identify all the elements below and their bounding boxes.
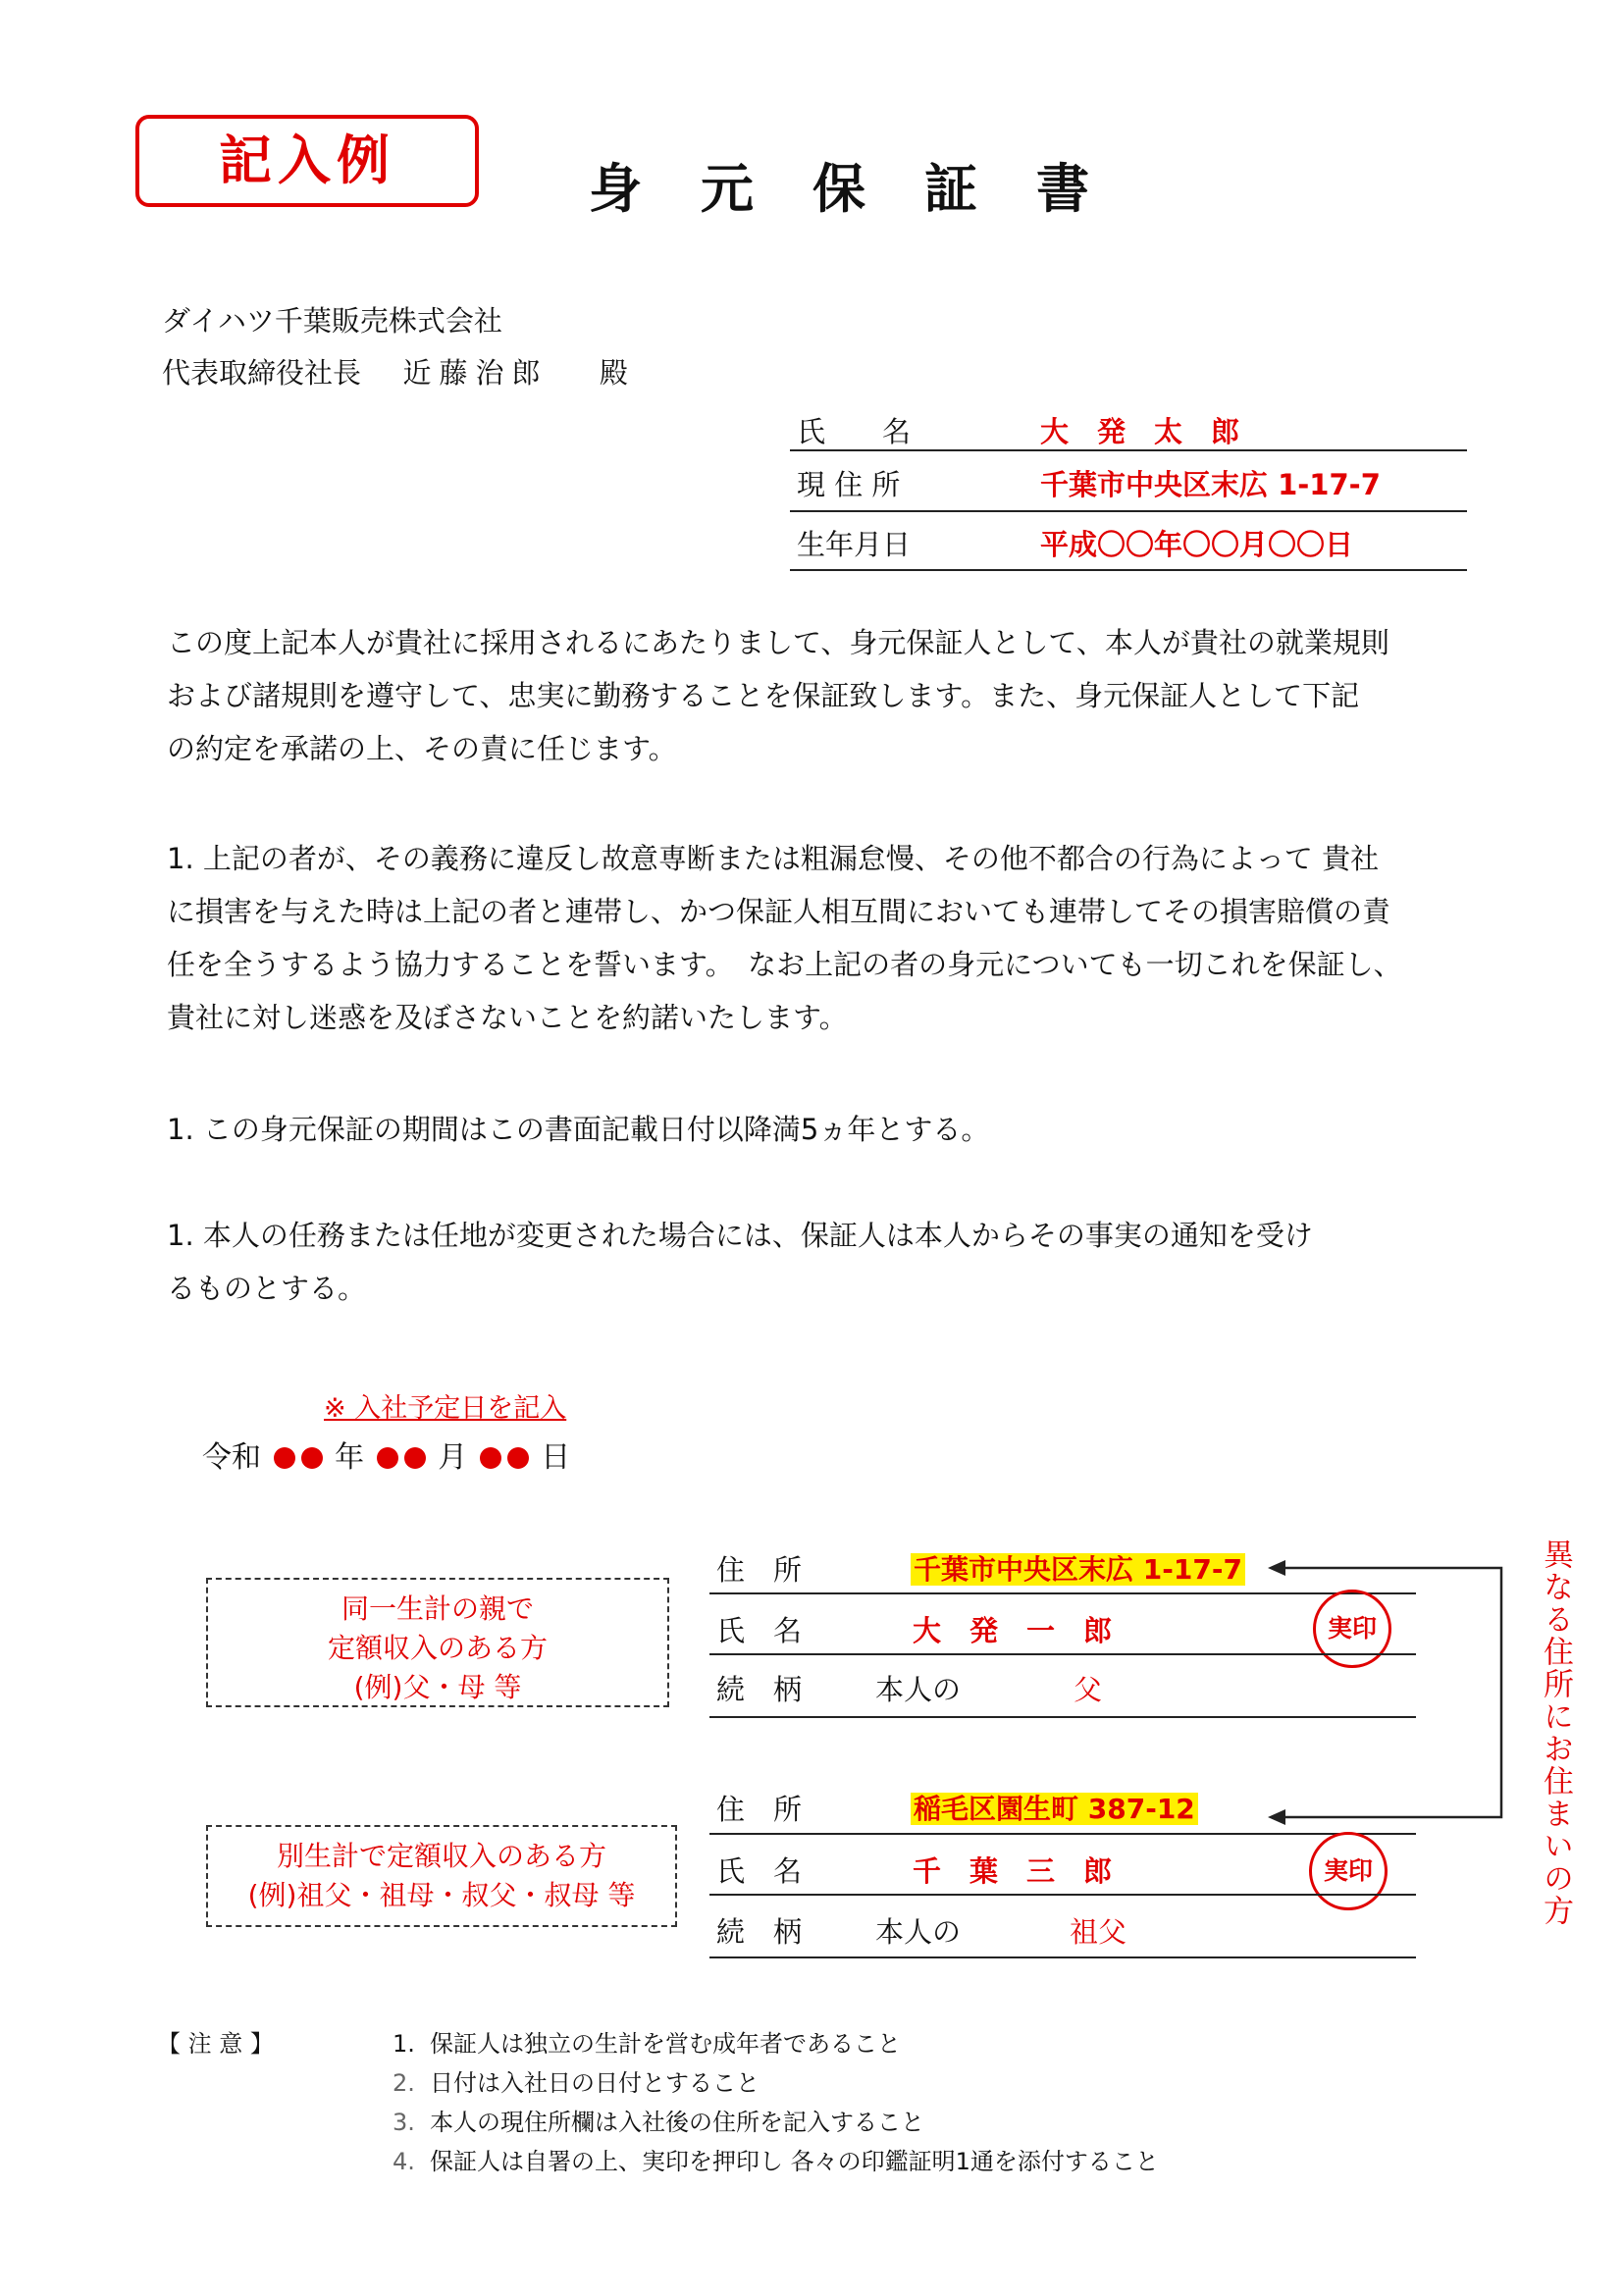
date-month: 月	[438, 1440, 468, 1475]
placeholder-dot	[377, 1447, 398, 1469]
guarantor-2-address-label: 住 所	[716, 1793, 803, 1826]
clause-liability	[167, 832, 1472, 1044]
guarantor-row-rule	[709, 1894, 1416, 1896]
guarantor-2-relation: 祖父	[1070, 1915, 1127, 1949]
placeholder-dot	[480, 1447, 501, 1469]
document-title: 身元保証書	[589, 158, 1148, 220]
clause-line: 1. 本人の任務または任地が変更された場合には、保証人は本人からその事実の通知を受け	[167, 1219, 1313, 1252]
clause-period	[167, 1103, 1472, 1156]
guarantor-2-category	[206, 1825, 677, 1927]
guarantor-row-rule	[709, 1956, 1416, 1958]
caution-text: 日付は入社日の日付とすること	[430, 2069, 760, 2097]
person-name-value: 大 発 太 郎	[1040, 415, 1240, 448]
guarantor-1-relation-prefix: 本人の	[875, 1673, 962, 1706]
intro-line: の約定を承諾の上、その責に任じます。	[167, 732, 677, 765]
person-row-rule	[790, 510, 1467, 512]
addressee-representative	[162, 351, 628, 391]
placeholder-dot	[301, 1447, 323, 1469]
different-address-note: 異なる住所にお住まいの方	[1538, 1539, 1573, 1927]
person-birth-value: 平成〇〇年〇〇月〇〇日	[1040, 528, 1354, 561]
clause-line: るものとする。	[167, 1272, 367, 1305]
caution-number: 3.	[393, 2109, 415, 2136]
clause-line: 貴社に対し迷惑を及ぼさないことを約諾いたします。	[167, 1001, 848, 1034]
clause-line: に損害を与えた時は上記の者と連帯し、かつ保証人相互間においても連帯してその損害賠償の責	[167, 895, 1391, 928]
caution-number: 2.	[393, 2069, 415, 2097]
placeholder-dot	[274, 1447, 295, 1469]
guarantor-1-seal: 実印	[1313, 1590, 1391, 1668]
caution-item	[393, 2063, 760, 2098]
date-era: 令和	[202, 1440, 261, 1475]
address-bracket-arrow	[1256, 1550, 1531, 1835]
guarantor-2-address: 稲毛区園生町 387-12	[911, 1793, 1198, 1825]
category-line: 同一生計の親で	[341, 1592, 534, 1625]
person-birth-label: 生年月日	[797, 528, 912, 561]
person-row-rule	[790, 569, 1467, 571]
intro-line: および諸規則を遵守して、忠実に勤務することを保証致します。また、身元保証人として下記	[167, 679, 1360, 712]
caution-number: 1.	[393, 2030, 415, 2058]
guarantor-1-address: 千葉市中央区末広 1-17-7	[911, 1553, 1245, 1586]
guarantor-2-relation-prefix: 本人の	[875, 1915, 962, 1949]
date-note: ※ 入社予定日を記入	[324, 1393, 567, 1424]
caution-text: 保証人は独立の生計を営む成年者であること	[430, 2030, 901, 2058]
caution-number: 4.	[393, 2148, 415, 2175]
addressee-company: ダイハツ千葉販売株式会社	[162, 304, 502, 338]
guarantor-2-name: 千 葉 三 郎	[913, 1854, 1113, 1888]
guarantor-1-name-label: 氏 名	[716, 1614, 803, 1647]
guarantor-2-relation-label: 続 柄	[716, 1915, 803, 1949]
person-address-label: 現 住 所	[797, 468, 901, 501]
rep-honorific: 殿	[599, 356, 628, 390]
rep-title: 代表取締役社長	[162, 356, 362, 390]
category-line: (例)父・母 等	[353, 1671, 522, 1703]
placeholder-dot	[507, 1447, 529, 1469]
person-address-value: 千葉市中央区末広 1-17-7	[1040, 468, 1381, 501]
caution-item	[393, 2103, 924, 2137]
category-line: (例)祖父・祖母・叔父・叔母 等	[247, 1879, 636, 1911]
caution-text: 本人の現住所欄は入社後の住所を記入すること	[430, 2109, 924, 2136]
clause-line: 1. この身元保証の期間はこの書面記載日付以降満5ヵ年とする。	[167, 1113, 990, 1146]
clause-transfer	[167, 1209, 1472, 1315]
person-name-label: 氏 名	[797, 415, 912, 448]
intro-line: この度上記本人が貴社に採用されるにあたりまして、身元保証人として、本人が貴社の就業規則	[167, 626, 1389, 659]
guarantor-1-category	[206, 1578, 669, 1707]
date-year: 年	[335, 1440, 365, 1475]
guarantor-1-name: 大 発 一 郎	[913, 1614, 1113, 1647]
caution-heading: 【 注 意 】	[157, 2030, 274, 2058]
guarantor-1-address-label: 住 所	[716, 1553, 803, 1587]
guarantor-2-name-label: 氏 名	[716, 1854, 803, 1888]
person-row-rule	[790, 449, 1467, 451]
caution-text: 保証人は自署の上、実印を押印し 各々の印鑑証明1通を添付すること	[430, 2148, 1159, 2175]
caution-item	[393, 2024, 901, 2059]
rep-name: 近藤治郎	[402, 356, 549, 390]
guarantor-2-seal: 実印	[1309, 1832, 1388, 1910]
intro-paragraph	[167, 616, 1472, 775]
category-line: 定額収入のある方	[327, 1632, 548, 1664]
sample-badge: 記入例	[135, 115, 479, 207]
clause-line: 任を全うするよう協力することを誓います。 なお上記の者の身元についても一切これを保証し、	[167, 948, 1402, 981]
date-day: 日	[541, 1440, 571, 1475]
guarantor-1-relation-label: 続 柄	[716, 1673, 803, 1706]
date-line	[202, 1433, 570, 1476]
guarantor-1-relation: 父	[1074, 1673, 1103, 1706]
clause-line: 1. 上記の者が、その義務に違反し故意専断または粗漏怠慢、その他不都合の行為によって 貴社	[167, 842, 1380, 875]
caution-item	[393, 2142, 1159, 2176]
placeholder-dot	[404, 1447, 426, 1469]
category-line: 別生計で定額収入のある方	[276, 1840, 606, 1872]
